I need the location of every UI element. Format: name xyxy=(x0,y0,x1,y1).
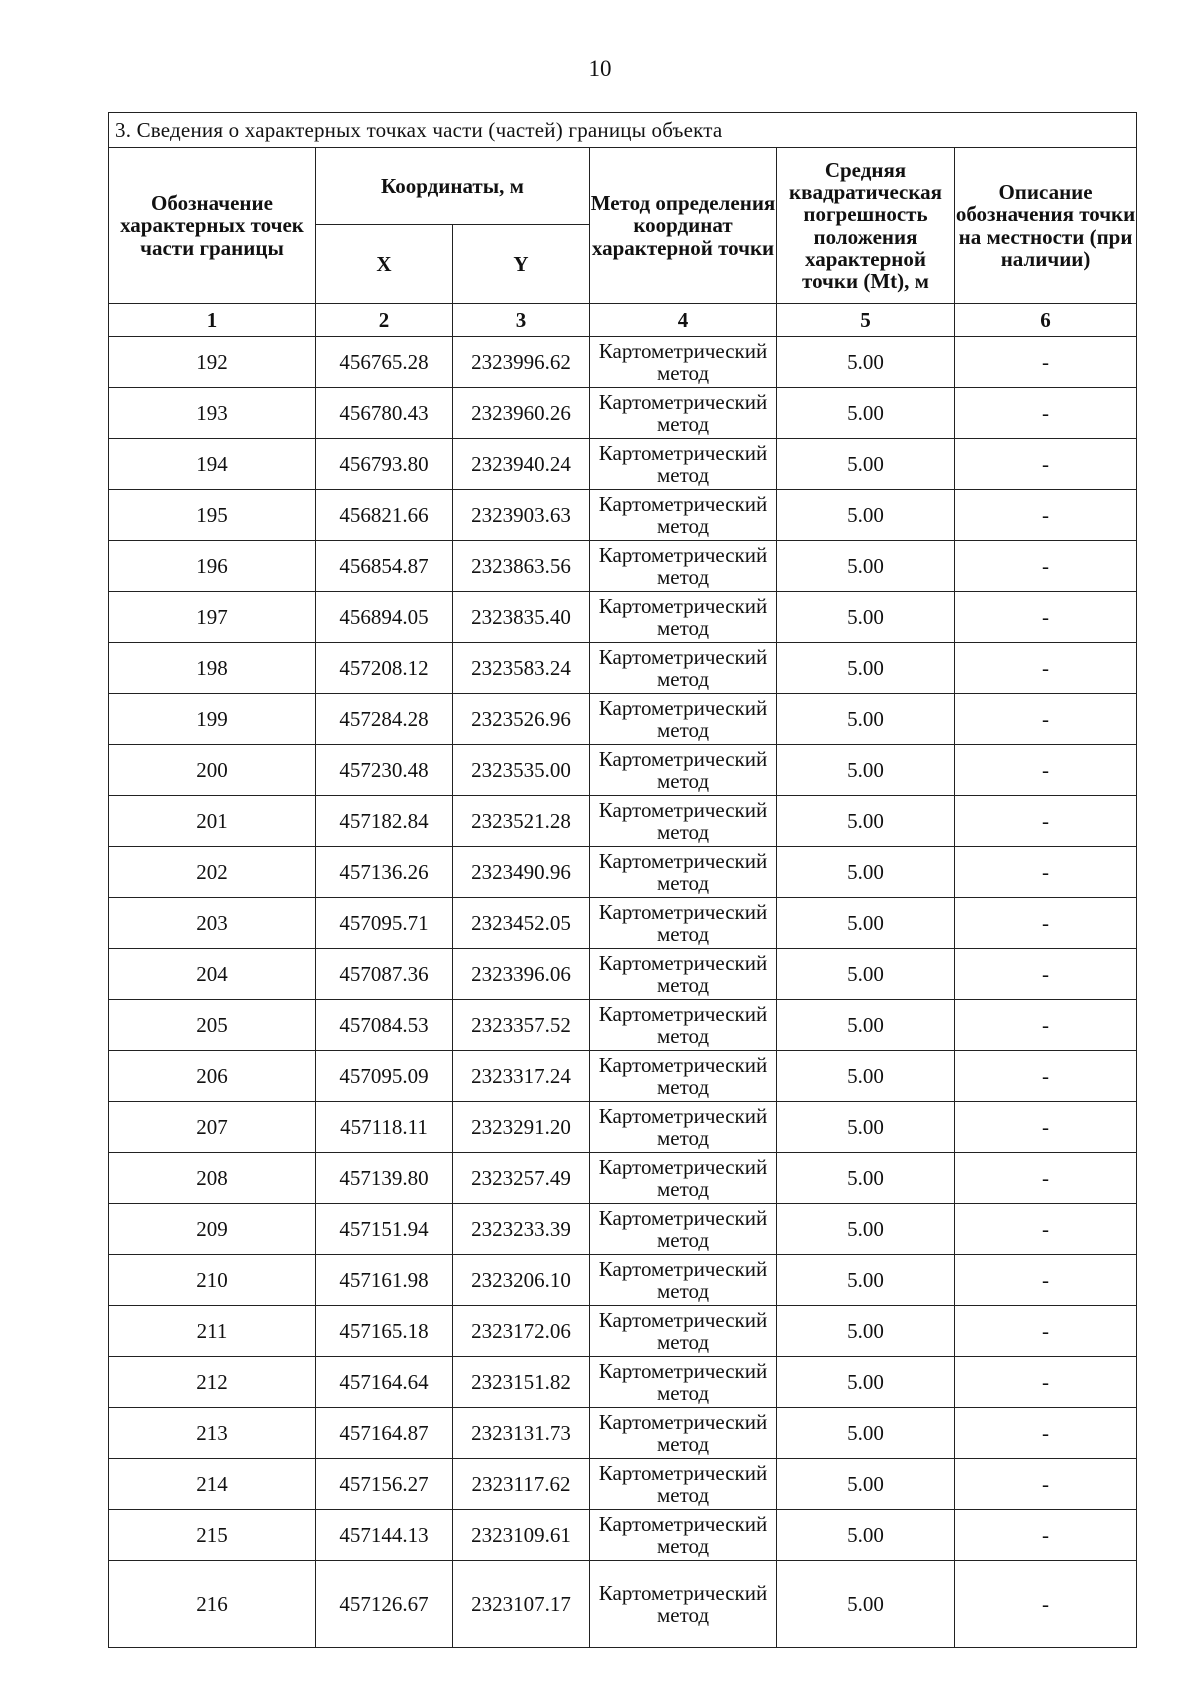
header-coordinates: Координаты, м xyxy=(316,148,590,225)
method-cell xyxy=(590,949,777,1000)
section-title-row xyxy=(109,113,1137,148)
header-row-top xyxy=(109,148,1137,225)
method-line-2: метод xyxy=(656,1075,710,1099)
description-cell: - xyxy=(955,898,1137,949)
error-cell: 5.00 xyxy=(777,847,955,898)
x-coordinate-cell: 457164.64 xyxy=(316,1357,453,1408)
y-coordinate-cell: 2323521.28 xyxy=(453,796,590,847)
method-line-1: Картометрический xyxy=(598,950,768,975)
x-coordinate-cell: 457136.26 xyxy=(316,847,453,898)
method-cell xyxy=(590,1561,777,1648)
method-line-1: Картометрический xyxy=(598,1256,768,1281)
y-coordinate-cell: 2323233.39 xyxy=(453,1204,590,1255)
method-cell xyxy=(590,541,777,592)
column-number: 5 xyxy=(777,304,955,337)
x-coordinate-cell: 456894.05 xyxy=(316,592,453,643)
point-cell: 210 xyxy=(109,1255,316,1306)
y-coordinate-cell: 2323526.96 xyxy=(453,694,590,745)
method-line-1: Картометрический xyxy=(598,1103,768,1128)
method-line-2: метод xyxy=(656,514,710,538)
header-description: Описание обозначения точки на местности (при наличии) xyxy=(955,148,1137,304)
table-row xyxy=(109,949,1137,1000)
table-row xyxy=(109,796,1137,847)
x-coordinate-cell: 457095.71 xyxy=(316,898,453,949)
method-line-1: Картометрический xyxy=(598,1307,768,1332)
error-cell: 5.00 xyxy=(777,1153,955,1204)
description-cell: - xyxy=(955,439,1137,490)
y-coordinate-cell: 2323863.56 xyxy=(453,541,590,592)
method-cell xyxy=(590,1051,777,1102)
method-cell xyxy=(590,592,777,643)
x-coordinate-cell: 456765.28 xyxy=(316,337,453,388)
y-coordinate-cell: 2323490.96 xyxy=(453,847,590,898)
method-line-2: метод xyxy=(656,1177,710,1201)
description-cell: - xyxy=(955,337,1137,388)
table-row xyxy=(109,1459,1137,1510)
y-coordinate-cell: 2323317.24 xyxy=(453,1051,590,1102)
y-coordinate-cell: 2323535.00 xyxy=(453,745,590,796)
error-cell: 5.00 xyxy=(777,1102,955,1153)
error-cell: 5.00 xyxy=(777,1408,955,1459)
point-cell: 216 xyxy=(109,1561,316,1648)
y-coordinate-cell: 2323107.17 xyxy=(453,1561,590,1648)
x-coordinate-cell: 457284.28 xyxy=(316,694,453,745)
table-row xyxy=(109,1255,1137,1306)
method-line-1: Картометрический xyxy=(598,1358,768,1383)
error-cell: 5.00 xyxy=(777,439,955,490)
method-line-2: метод xyxy=(656,667,710,691)
method-line-2: метод xyxy=(656,361,710,385)
method-cell xyxy=(590,898,777,949)
error-cell: 5.00 xyxy=(777,694,955,745)
method-cell xyxy=(590,1255,777,1306)
table-row xyxy=(109,1204,1137,1255)
method-line-1: Картометрический xyxy=(598,1205,768,1230)
x-coordinate-cell: 457095.09 xyxy=(316,1051,453,1102)
error-cell: 5.00 xyxy=(777,337,955,388)
y-coordinate-cell: 2323960.26 xyxy=(453,388,590,439)
description-cell: - xyxy=(955,1153,1137,1204)
method-line-2: метод xyxy=(656,871,710,895)
method-line-1: Картометрический xyxy=(598,338,768,363)
point-cell: 196 xyxy=(109,541,316,592)
method-line-1: Картометрический xyxy=(598,797,768,822)
column-number: 1 xyxy=(109,304,316,337)
description-cell: - xyxy=(955,847,1137,898)
table-row xyxy=(109,1357,1137,1408)
method-line-2: метод xyxy=(656,1228,710,1252)
method-cell xyxy=(590,1153,777,1204)
x-coordinate-cell: 457165.18 xyxy=(316,1306,453,1357)
method-cell xyxy=(590,1357,777,1408)
column-number: 4 xyxy=(590,304,777,337)
description-cell: - xyxy=(955,1510,1137,1561)
point-cell: 194 xyxy=(109,439,316,490)
y-coordinate-cell: 2323117.62 xyxy=(453,1459,590,1510)
point-cell: 209 xyxy=(109,1204,316,1255)
description-cell: - xyxy=(955,1255,1137,1306)
method-line-2: метод xyxy=(656,1126,710,1150)
method-line-1: Картометрический xyxy=(598,695,768,720)
table-row xyxy=(109,1051,1137,1102)
description-cell: - xyxy=(955,796,1137,847)
description-cell: - xyxy=(955,949,1137,1000)
method-line-1: Картометрический xyxy=(598,746,768,771)
description-cell: - xyxy=(955,1306,1137,1357)
column-number: 2 xyxy=(316,304,453,337)
table-row xyxy=(109,1102,1137,1153)
point-cell: 197 xyxy=(109,592,316,643)
method-line-2: метод xyxy=(656,973,710,997)
point-cell: 193 xyxy=(109,388,316,439)
point-cell: 215 xyxy=(109,1510,316,1561)
description-cell: - xyxy=(955,1051,1137,1102)
column-number-row xyxy=(109,304,1137,337)
error-cell: 5.00 xyxy=(777,1255,955,1306)
method-cell xyxy=(590,1102,777,1153)
x-coordinate-cell: 457118.11 xyxy=(316,1102,453,1153)
table-row xyxy=(109,541,1137,592)
method-line-1: Картометрический xyxy=(598,1580,768,1605)
column-number: 6 xyxy=(955,304,1137,337)
y-coordinate-cell: 2323357.52 xyxy=(453,1000,590,1051)
description-cell: - xyxy=(955,1561,1137,1648)
point-cell: 211 xyxy=(109,1306,316,1357)
x-coordinate-cell: 457139.80 xyxy=(316,1153,453,1204)
method-cell xyxy=(590,745,777,796)
method-line-1: Картометрический xyxy=(598,848,768,873)
table-row xyxy=(109,898,1137,949)
method-cell xyxy=(590,439,777,490)
header-error: Средняя квадратическая погрешность положения характерной точки (Mt), м xyxy=(777,148,955,304)
table-row xyxy=(109,490,1137,541)
y-coordinate-cell: 2323131.73 xyxy=(453,1408,590,1459)
method-line-1: Картометрический xyxy=(598,1409,768,1434)
error-cell: 5.00 xyxy=(777,388,955,439)
method-line-1: Картометрический xyxy=(598,644,768,669)
section-title: 3. Сведения о характерных точках части (частей) границы объекта xyxy=(109,113,1137,148)
method-line-1: Картометрический xyxy=(598,1154,768,1179)
method-line-2: метод xyxy=(656,463,710,487)
table-row xyxy=(109,847,1137,898)
method-line-2: метод xyxy=(656,922,710,946)
x-coordinate-cell: 457230.48 xyxy=(316,745,453,796)
point-cell: 199 xyxy=(109,694,316,745)
table-row xyxy=(109,745,1137,796)
point-cell: 198 xyxy=(109,643,316,694)
point-cell: 212 xyxy=(109,1357,316,1408)
point-cell: 203 xyxy=(109,898,316,949)
method-line-2: метод xyxy=(656,565,710,589)
method-line-2: метод xyxy=(656,1330,710,1354)
description-cell: - xyxy=(955,592,1137,643)
point-cell: 204 xyxy=(109,949,316,1000)
y-coordinate-cell: 2323206.10 xyxy=(453,1255,590,1306)
table-row xyxy=(109,1408,1137,1459)
error-cell: 5.00 xyxy=(777,1051,955,1102)
method-line-1: Картометрический xyxy=(598,389,768,414)
method-cell xyxy=(590,1459,777,1510)
header-y: Y xyxy=(453,225,590,304)
table-row xyxy=(109,1306,1137,1357)
point-cell: 202 xyxy=(109,847,316,898)
method-line-1: Картометрический xyxy=(598,542,768,567)
error-cell: 5.00 xyxy=(777,541,955,592)
method-line-1: Картометрический xyxy=(598,1460,768,1485)
error-cell: 5.00 xyxy=(777,643,955,694)
header-point-designation: Обозначение характерных точек части границы xyxy=(109,148,316,304)
point-cell: 192 xyxy=(109,337,316,388)
method-line-2: метод xyxy=(656,1432,710,1456)
method-line-2: метод xyxy=(656,412,710,436)
x-coordinate-cell: 456854.87 xyxy=(316,541,453,592)
table-body xyxy=(109,337,1137,1648)
description-cell: - xyxy=(955,541,1137,592)
description-cell: - xyxy=(955,388,1137,439)
method-line-2: метод xyxy=(656,1483,710,1507)
error-cell: 5.00 xyxy=(777,1459,955,1510)
x-coordinate-cell: 456821.66 xyxy=(316,490,453,541)
point-cell: 213 xyxy=(109,1408,316,1459)
method-line-2: метод xyxy=(656,1024,710,1048)
description-cell: - xyxy=(955,745,1137,796)
x-coordinate-cell: 456793.80 xyxy=(316,439,453,490)
method-cell xyxy=(590,643,777,694)
error-cell: 5.00 xyxy=(777,1000,955,1051)
x-coordinate-cell: 457156.27 xyxy=(316,1459,453,1510)
y-coordinate-cell: 2323940.24 xyxy=(453,439,590,490)
table-row xyxy=(109,694,1137,745)
method-cell xyxy=(590,1510,777,1561)
x-coordinate-cell: 457208.12 xyxy=(316,643,453,694)
method-line-2: метод xyxy=(656,616,710,640)
method-line-1: Картометрический xyxy=(598,1052,768,1077)
method-cell xyxy=(590,388,777,439)
point-cell: 208 xyxy=(109,1153,316,1204)
method-line-1: Картометрический xyxy=(598,593,768,618)
x-coordinate-cell: 457182.84 xyxy=(316,796,453,847)
method-cell xyxy=(590,847,777,898)
description-cell: - xyxy=(955,694,1137,745)
error-cell: 5.00 xyxy=(777,796,955,847)
method-line-2: метод xyxy=(656,769,710,793)
method-line-2: метод xyxy=(656,1534,710,1558)
description-cell: - xyxy=(955,643,1137,694)
method-line-1: Картометрический xyxy=(598,899,768,924)
method-cell xyxy=(590,694,777,745)
method-line-2: метод xyxy=(656,1279,710,1303)
table-row xyxy=(109,439,1137,490)
y-coordinate-cell: 2323109.61 xyxy=(453,1510,590,1561)
method-cell xyxy=(590,1204,777,1255)
table-row xyxy=(109,592,1137,643)
page-number: 10 xyxy=(588,56,612,81)
method-line-1: Картометрический xyxy=(598,491,768,516)
method-cell xyxy=(590,1000,777,1051)
x-coordinate-cell: 457084.53 xyxy=(316,1000,453,1051)
method-line-1: Картометрический xyxy=(598,1001,768,1026)
y-coordinate-cell: 2323257.49 xyxy=(453,1153,590,1204)
y-coordinate-cell: 2323151.82 xyxy=(453,1357,590,1408)
error-cell: 5.00 xyxy=(777,1561,955,1648)
description-cell: - xyxy=(955,1000,1137,1051)
error-cell: 5.00 xyxy=(777,592,955,643)
point-cell: 206 xyxy=(109,1051,316,1102)
y-coordinate-cell: 2323835.40 xyxy=(453,592,590,643)
description-cell: - xyxy=(955,1459,1137,1510)
description-cell: - xyxy=(955,1102,1137,1153)
y-coordinate-cell: 2323291.20 xyxy=(453,1102,590,1153)
header-method: Метод определения координат характерной точки xyxy=(590,148,777,304)
point-cell: 195 xyxy=(109,490,316,541)
method-cell xyxy=(590,796,777,847)
y-coordinate-cell: 2323996.62 xyxy=(453,337,590,388)
method-line-2: метод xyxy=(656,820,710,844)
header-x: X xyxy=(316,225,453,304)
table-row xyxy=(109,388,1137,439)
table-row xyxy=(109,1000,1137,1051)
table-row xyxy=(109,1561,1137,1648)
error-cell: 5.00 xyxy=(777,949,955,1000)
error-cell: 5.00 xyxy=(777,898,955,949)
point-cell: 214 xyxy=(109,1459,316,1510)
method-line-2: метод xyxy=(656,718,710,742)
point-cell: 205 xyxy=(109,1000,316,1051)
point-cell: 207 xyxy=(109,1102,316,1153)
error-cell: 5.00 xyxy=(777,1306,955,1357)
y-coordinate-cell: 2323172.06 xyxy=(453,1306,590,1357)
error-cell: 5.00 xyxy=(777,1357,955,1408)
description-cell: - xyxy=(955,1357,1137,1408)
y-coordinate-cell: 2323452.05 xyxy=(453,898,590,949)
x-coordinate-cell: 457151.94 xyxy=(316,1204,453,1255)
description-cell: - xyxy=(955,490,1137,541)
error-cell: 5.00 xyxy=(777,1204,955,1255)
point-cell: 201 xyxy=(109,796,316,847)
method-cell xyxy=(590,337,777,388)
y-coordinate-cell: 2323903.63 xyxy=(453,490,590,541)
column-number: 3 xyxy=(453,304,590,337)
y-coordinate-cell: 2323583.24 xyxy=(453,643,590,694)
x-coordinate-cell: 457126.67 xyxy=(316,1561,453,1648)
x-coordinate-cell: 457087.36 xyxy=(316,949,453,1000)
method-line-2: метод xyxy=(656,1381,710,1405)
error-cell: 5.00 xyxy=(777,745,955,796)
table-row xyxy=(109,643,1137,694)
error-cell: 5.00 xyxy=(777,490,955,541)
method-cell xyxy=(590,1408,777,1459)
point-cell: 200 xyxy=(109,745,316,796)
method-cell xyxy=(590,490,777,541)
table-row xyxy=(109,1153,1137,1204)
error-cell: 5.00 xyxy=(777,1510,955,1561)
method-line-1: Картометрический xyxy=(598,440,768,465)
description-cell: - xyxy=(955,1408,1137,1459)
x-coordinate-cell: 457144.13 xyxy=(316,1510,453,1561)
description-cell: - xyxy=(955,1204,1137,1255)
method-line-2: метод xyxy=(656,1603,710,1627)
x-coordinate-cell: 456780.43 xyxy=(316,388,453,439)
table-row xyxy=(109,337,1137,388)
y-coordinate-cell: 2323396.06 xyxy=(453,949,590,1000)
method-cell xyxy=(590,1306,777,1357)
x-coordinate-cell: 457161.98 xyxy=(316,1255,453,1306)
table-row xyxy=(109,1510,1137,1561)
x-coordinate-cell: 457164.87 xyxy=(316,1408,453,1459)
boundary-points-table xyxy=(108,112,1137,1648)
method-line-1: Картометрический xyxy=(598,1511,768,1536)
